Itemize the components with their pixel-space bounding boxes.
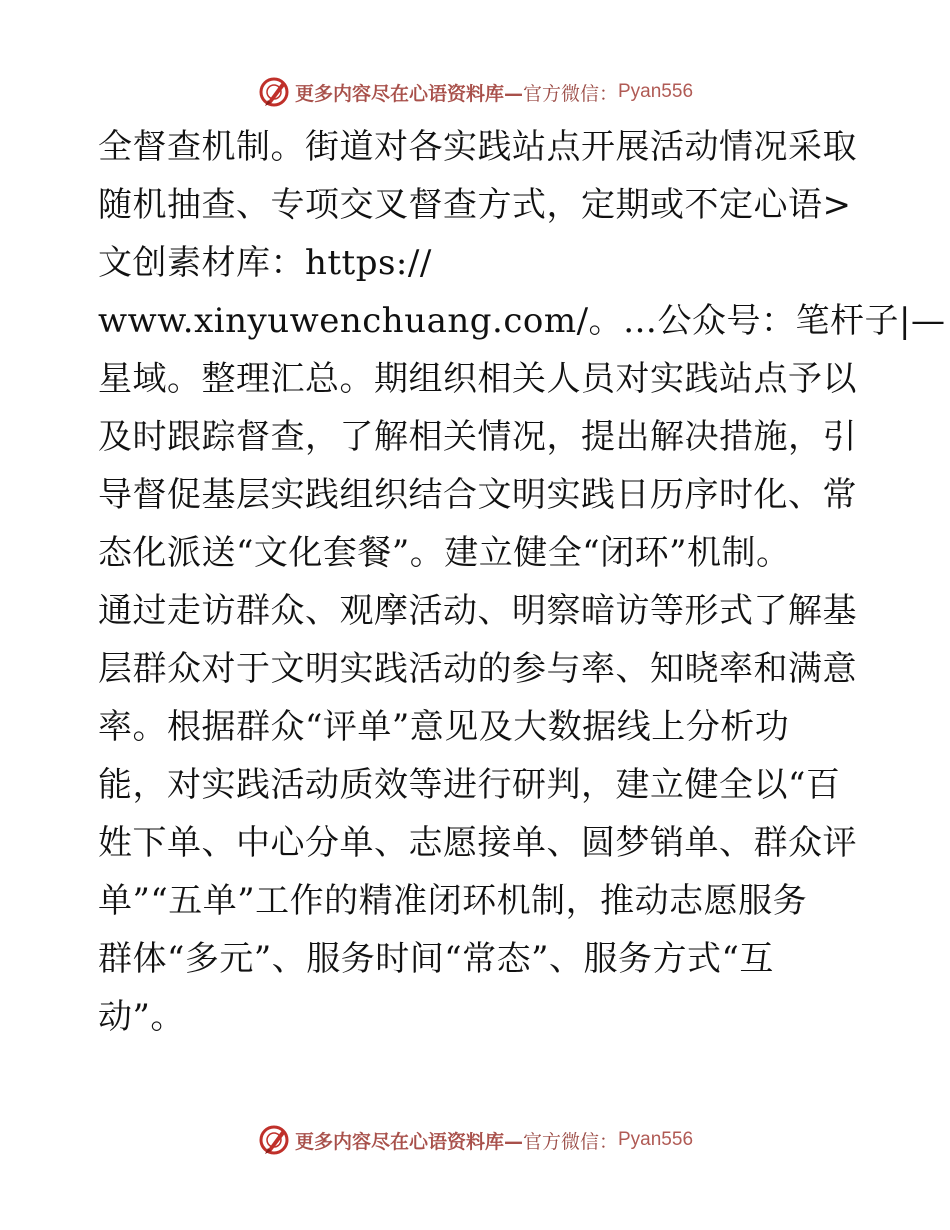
body-line: 层群众对于文明实践活动的参与率、知晓率和满意 [98,649,857,689]
body-line: 态化派送“文化套餐”。建立健全“闭环”机制。 [98,533,791,573]
header-banner [0,72,950,112]
body-line: 通过走访群众、观摩活动、明察暗访等形式了解基 [98,591,857,631]
pen-nib-logo-icon [257,1123,291,1157]
header-banner-text: 更多内容尽在心语资料库— [294,82,523,105]
footer-wechat-id: Pyan556 [618,1129,694,1150]
body-line: 星域。整理汇总。期组织相关人员对实践站点予以 [98,359,857,399]
footer-banner-label: 官方微信： [522,1130,618,1153]
body-line: 全督查机制。街道对各实践站点开展活动情况采取 [98,127,857,167]
body-line: 随机抽查、专项交叉督查方式，定期或不定心语> [98,185,852,225]
body-line: 导督促基层实践组织结合文明实践日历序时化、常 [98,475,857,515]
body-line: 单”“五单”工作的精准闭环机制，推动志愿服务 [98,881,808,921]
pen-nib-logo-icon [257,75,291,109]
footer-banner-text: 更多内容尽在心语资料库— [294,1130,523,1153]
body-line: 文创素材库：https:// [98,243,432,283]
header-banner-label: 官方微信： [522,82,618,105]
body-line: 动”。 [98,997,185,1037]
body-line: 率。根据群众“评单”意见及大数据线上分析功 [98,707,790,747]
body-line: 姓下单、中心分单、志愿接单、圆梦销单、群众评 [98,823,857,863]
body-line: 及时跟踪督查，了解相关情况，提出解决措施，引 [98,417,857,457]
footer-banner [0,1120,950,1160]
body-line: www.xinyuwenchuang.com/。…公众号：笔杆子|— [98,301,946,341]
header-wechat-id: Pyan556 [618,81,694,102]
body-line: 群体“多元”、服务时间“常态”、服务方式“互 [98,939,774,979]
document-body [98,118,946,1046]
body-line: 能，对实践活动质效等进行研判，建立健全以“百 [98,765,841,805]
